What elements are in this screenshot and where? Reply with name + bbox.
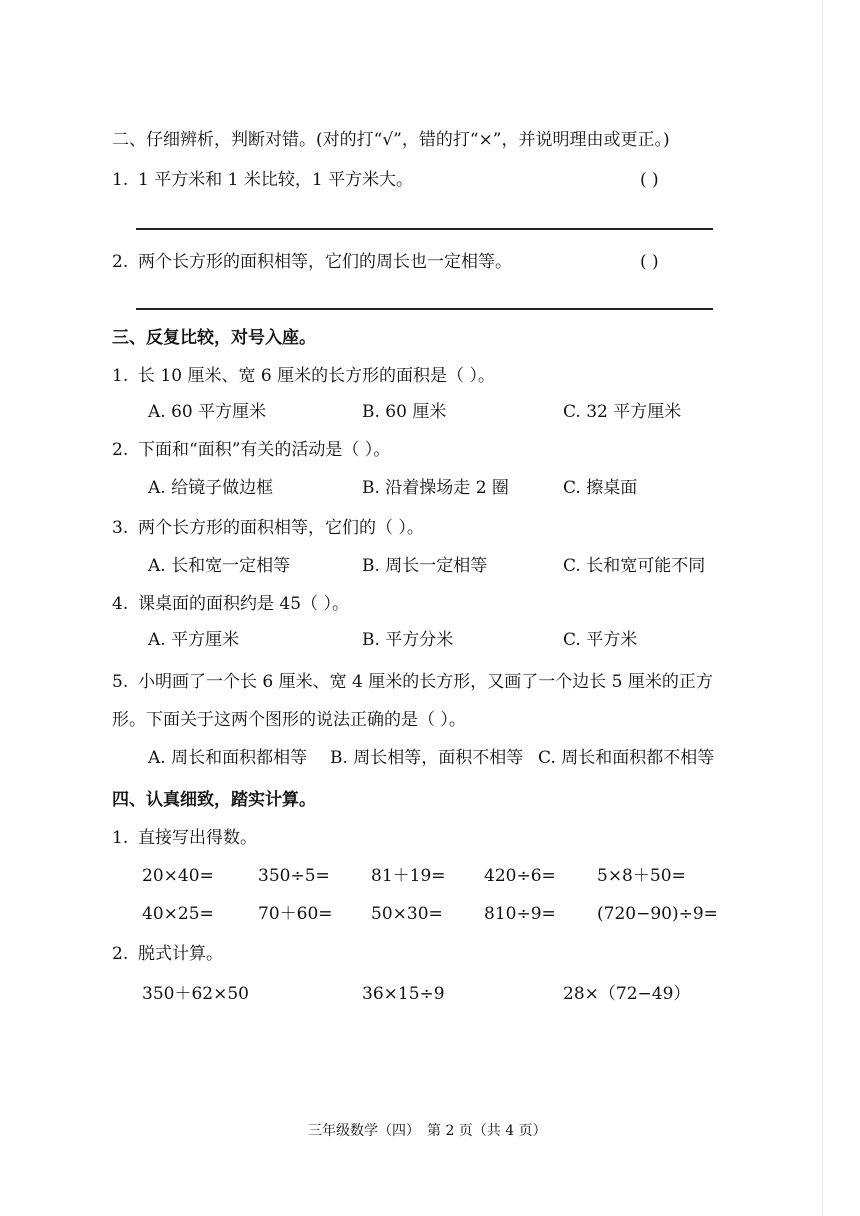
calc1-instruction: 直接写出得数。 xyxy=(138,828,257,848)
judge-q2-reason-line[interactable] xyxy=(136,308,713,310)
choice-q2-option-b[interactable]: B. 沿着操场走 2 圈 xyxy=(362,478,509,498)
choice-q2-option-c[interactable]: C. 擦桌面 xyxy=(563,478,638,498)
choice-q2-number: 2. xyxy=(112,440,129,460)
oral-calc-item[interactable]: 70＋60= xyxy=(258,904,333,924)
choice-q2-option-a[interactable]: A. 给镜子做边框 xyxy=(148,478,274,498)
section3-heading: 三、反复比较，对号入座。 xyxy=(112,328,316,348)
oral-calc-item[interactable]: 20×40= xyxy=(142,866,214,886)
oral-calc-item[interactable]: 50×30= xyxy=(371,904,443,924)
choice-q1-text: 长 10 厘米、宽 6 厘米的长方形的面积是（ ）。 xyxy=(138,366,495,386)
choice-q1-option-a[interactable]: A. 60 平方厘米 xyxy=(148,402,267,422)
step-calc-item[interactable]: 36×15÷9 xyxy=(362,984,445,1004)
oral-calc-item[interactable]: (720−90)÷9= xyxy=(597,904,718,924)
choice-q3-option-a[interactable]: A. 长和宽一定相等 xyxy=(148,556,291,576)
choice-q4-option-b[interactable]: B. 平方分米 xyxy=(362,630,454,650)
oral-calc-item[interactable]: 81＋19= xyxy=(371,866,446,886)
section4-heading: 四、认真细致，踏实计算。 xyxy=(112,790,316,810)
choice-q1-option-b[interactable]: B. 60 厘米 xyxy=(362,402,447,422)
judge-q2-answer-paren[interactable]: ( ) xyxy=(640,252,659,272)
choice-q1-option-c[interactable]: C. 32 平方厘米 xyxy=(563,402,682,422)
choice-q4-text: 课桌面的面积约是 45（ ）。 xyxy=(138,594,349,614)
step-calc-item[interactable]: 350＋62×50 xyxy=(142,984,249,1004)
choice-q2-text: 下面和“面积”有关的活动是（ ）。 xyxy=(138,440,391,460)
judge-q1-text: 1 平方米和 1 米比较，1 平方米大。 xyxy=(138,170,414,190)
oral-calc-item[interactable]: 810÷9= xyxy=(484,904,556,924)
oral-calc-item[interactable]: 5×8＋50= xyxy=(597,866,686,886)
choice-q5-option-a[interactable]: A. 周长和面积都相等 xyxy=(148,748,308,768)
judge-q1-answer-paren[interactable]: ( ) xyxy=(640,170,659,190)
page-right-edge xyxy=(822,0,823,1216)
choice-q5-option-c[interactable]: C. 周长和面积都不相等 xyxy=(538,748,715,768)
calc2-number: 2. xyxy=(112,944,129,964)
judge-q2-number: 2. xyxy=(112,252,129,272)
choice-q3-number: 3. xyxy=(112,518,129,538)
calc1-number: 1. xyxy=(112,828,129,848)
choice-q4-option-a[interactable]: A. 平方厘米 xyxy=(148,630,240,650)
judge-q1-reason-line[interactable] xyxy=(136,228,713,230)
choice-q4-option-c[interactable]: C. 平方米 xyxy=(563,630,638,650)
step-calc-item[interactable]: 28×（72−49） xyxy=(563,984,691,1004)
choice-q5-option-b[interactable]: B. 周长相等，面积不相等 xyxy=(330,748,524,768)
calc2-instruction: 脱式计算。 xyxy=(138,944,223,964)
oral-calc-item[interactable]: 40×25= xyxy=(142,904,214,924)
oral-calc-item[interactable]: 350÷5= xyxy=(258,866,330,886)
choice-q3-option-c[interactable]: C. 长和宽可能不同 xyxy=(563,556,706,576)
choice-q5-text-line1: 小明画了一个长 6 厘米、宽 4 厘米的长方形，又画了一个边长 5 厘米的正方 xyxy=(138,672,713,692)
choice-q5-text-line2: 形。下面关于这两个图形的说法正确的是（ ）。 xyxy=(112,710,466,730)
judge-q1-number: 1. xyxy=(112,170,129,190)
oral-calc-item[interactable]: 420÷6= xyxy=(484,866,556,886)
choice-q4-number: 4. xyxy=(112,594,129,614)
page-footer: 三年级数学（四） 第 2 页（共 4 页） xyxy=(308,1123,547,1139)
choice-q5-number: 5. xyxy=(112,672,129,692)
choice-q3-option-b[interactable]: B. 周长一定相等 xyxy=(362,556,488,576)
judge-q2-text: 两个长方形的面积相等，它们的周长也一定相等。 xyxy=(138,252,512,272)
choice-q1-number: 1. xyxy=(112,366,129,386)
choice-q3-text: 两个长方形的面积相等，它们的（ ）。 xyxy=(138,518,424,538)
section2-heading: 二、仔细辨析，判断对错。(对的打“√”，错的打“×”，并说明理由或更正。) xyxy=(112,130,670,150)
